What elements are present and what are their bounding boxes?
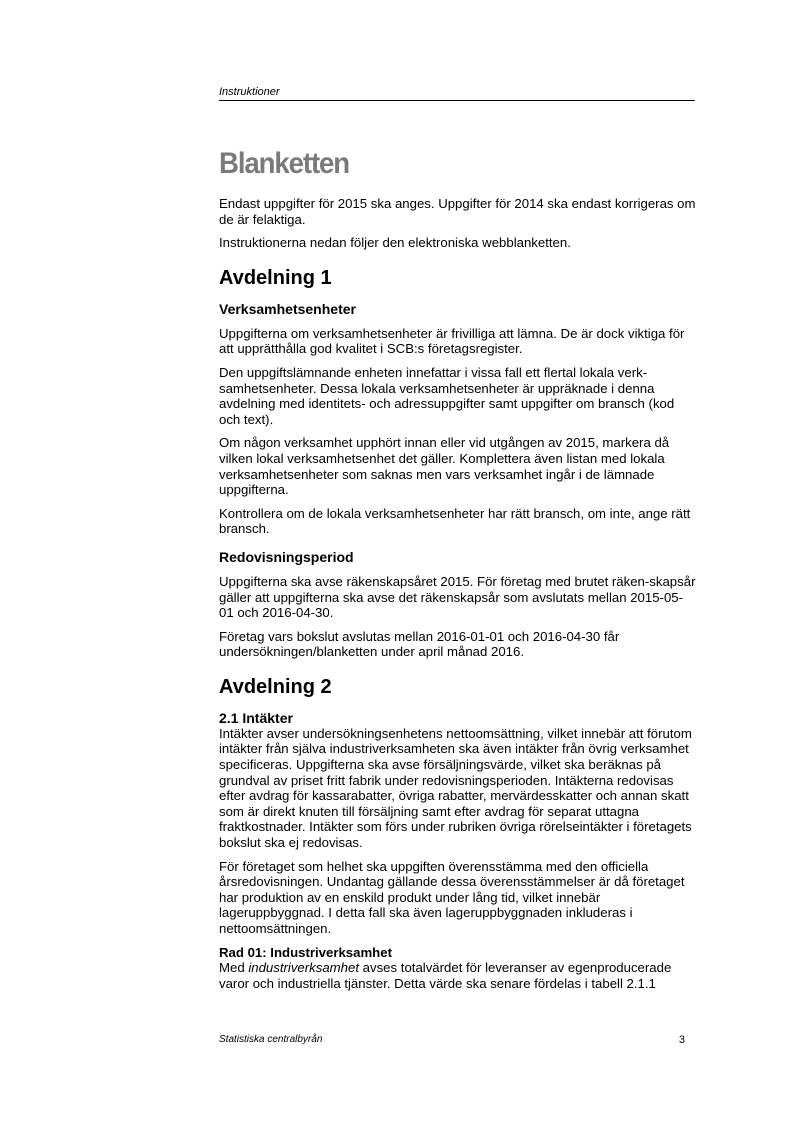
subheading-verksamhetsenheter: Verksamhetsenheter bbox=[219, 300, 356, 317]
running-header-title: Instruktioner bbox=[219, 86, 280, 98]
intro-paragraph: Instruktionerna nedan följer den elektroniska webblanketten. bbox=[219, 235, 571, 251]
rad01-text-after: avses totalvärdet för leveranser av egenproducerade varor och industriella tjänster. Detta värde ska senare fördelas i tabell 2.1.1 bbox=[219, 960, 672, 991]
subheading-redovisningsperiod: Redovisningsperiod bbox=[219, 548, 354, 565]
paragraph: Om någon verksamhet upphört innan eller vid utgången av 2015, markera då vilken lokal verksamhetsenhet det gäller. Komplettera även listan med lokala verksamhetsenheter som saknas men vars verksamhet ingår i de lämnade uppgifterna. bbox=[219, 435, 670, 498]
page-title: Blanketten bbox=[219, 147, 350, 180]
document-body bbox=[219, 196, 697, 999]
intro-paragraph: Endast uppgifter för 2015 ska anges. Uppgifter för 2014 ska endast korrigeras om de är felaktiga. bbox=[219, 196, 696, 227]
footer-publisher: Statistiska centralbyrån bbox=[219, 1034, 323, 1045]
rad01-text-before: Med bbox=[219, 960, 249, 976]
paragraph: Uppgifterna ska avse räkenskapsåret 2015. För företag med brutet räken-skapsår gäller att uppgifterna ska avse det räkenskapsår som avslutats mellan 2015-05-01 och 2016-04-30. bbox=[219, 573, 696, 621]
paragraph: Uppgifterna om verksamhetsenheter är frivilliga att lämna. De är dock viktiga för att upprätthålla god kvalitet i SCB:s företagsregister. bbox=[219, 325, 685, 357]
paragraph: Företag vars bokslut avslutas mellan 2016-01-01 och 2016-04-30 får undersökningen/blanketten under april månad 2016. bbox=[219, 628, 620, 660]
paragraph: Intäkter avser undersökningsenhetens nettoomsättning, vilket innebär att förutom intäkter från själva industriverksamheten ska även intäkter från övrig verksamhet specificeras. Uppgifterna ska avse försäljningsvärde, vilket ska beräknas på grundval av priset fritt fabrik under redovisningsperioden. Intäkterna redovisas efter avdrag för kassarabatter, övriga rabatter, mervärdesskatter och annan skatt som är direkt knuten till försäljning samt efter avdrag för separat uttagna fraktkostnader. Intäkter som förs under rubriken övriga rörelseintäkter i företagets bokslut ska ej redovisas. bbox=[219, 725, 692, 851]
section-heading-avdelning-1: Avdelning 1 bbox=[219, 266, 332, 289]
paragraph: Kontrollera om de lokala verksamhetsenheter har rätt bransch, om inte, ange rätt bransch. bbox=[219, 505, 691, 537]
paragraph: För företaget som helhet ska uppgiften överensstämma med den officiella årsredovisningen. Undantag gällande dessa överensstämmelser är då företaget har produktion av en enskild produkt under lång tid, vilket innebär lageruppbyggnad. I detta fall ska även lageruppbyggnaden inkluderas i nettoomsättningen. bbox=[219, 858, 685, 936]
running-header bbox=[219, 86, 695, 101]
subheading-intakter: 2.1 Intäkter bbox=[219, 709, 293, 726]
paragraph: Den uppgiftslämnande enheten innefattar i vissa fall ett flertal lokala verk-samhetsenheter. Dessa lokala verksamhetsenheter är uppräknade i denna avdelning med identitets- och adressuppgifter samt uppgifter om bransch (kod och text). bbox=[219, 364, 675, 427]
paragraph-rad-01 bbox=[219, 960, 697, 991]
page-number: 3 bbox=[678, 1034, 685, 1046]
page-footer bbox=[219, 1034, 685, 1045]
section-heading-avdelning-2: Avdelning 2 bbox=[219, 675, 332, 698]
rad01-text-italic: industriverksamhet bbox=[248, 960, 359, 976]
subheading-rad-01: Rad 01: Industriverksamhet bbox=[219, 944, 392, 960]
